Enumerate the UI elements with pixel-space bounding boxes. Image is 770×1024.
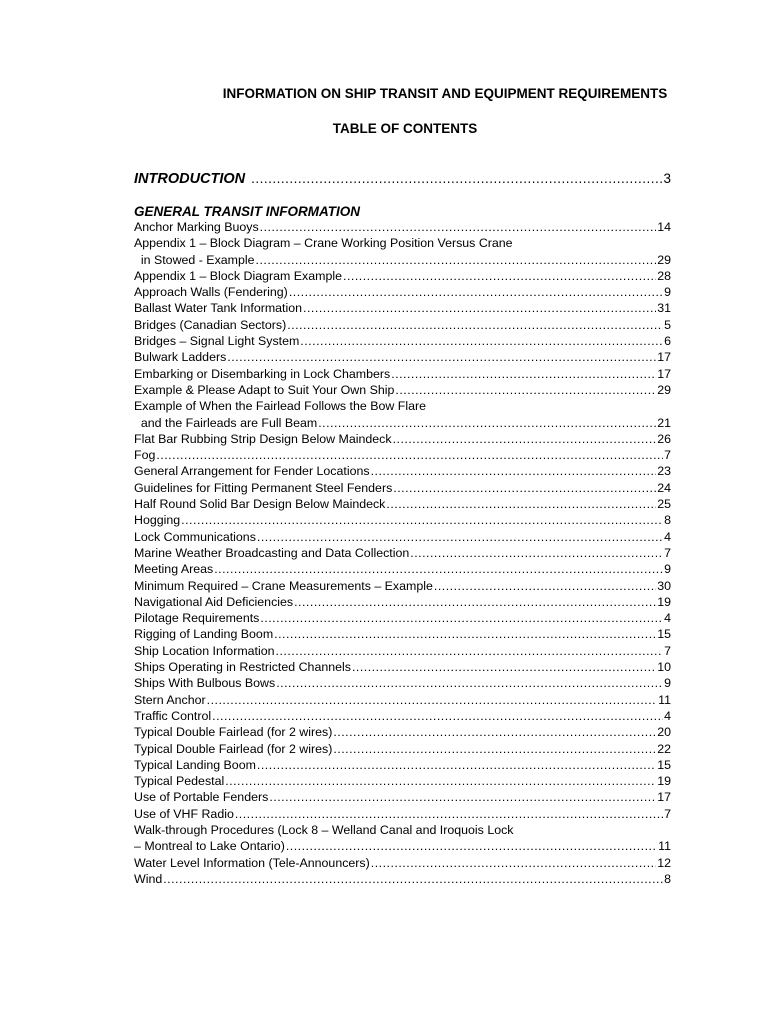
toc-entry-list <box>134 219 671 887</box>
toc-entry[interactable] <box>134 659 671 675</box>
toc-entry-label: Typical Double Fairlead (for 2 wires) <box>134 725 333 740</box>
toc-entry-label: Rigging of Landing Boom <box>134 627 274 642</box>
toc-entry-page: 15 <box>657 627 671 642</box>
toc-entry[interactable] <box>134 871 671 887</box>
dot-leader <box>289 284 663 300</box>
toc-entry-page: 17 <box>657 366 671 381</box>
dot-leader <box>410 545 663 561</box>
dot-leader <box>294 594 656 610</box>
toc-entry-page: 7 <box>664 806 671 821</box>
toc-entry[interactable] <box>134 496 671 512</box>
toc-entry-page: 9 <box>664 562 671 577</box>
toc-entry-label: Ships With Bulbous Bows <box>134 676 276 691</box>
toc-entry-page: 17 <box>657 350 671 365</box>
toc-entry-label-line1: Example of When the Fairlead Follows the Bow Flare <box>134 399 426 414</box>
toc-entry[interactable] <box>134 594 671 610</box>
toc-entry-page: 9 <box>664 676 671 691</box>
toc-entry-page: 26 <box>657 431 671 446</box>
toc-entry-label: Hogging <box>134 513 181 528</box>
toc-heading: TABLE OF CONTENTS <box>332 121 478 136</box>
toc-entry-page: 11 <box>658 839 671 854</box>
toc-entry-page: 8 <box>664 871 671 886</box>
document-title: INFORMATION ON SHIP TRANSIT AND EQUIPMENT REQUIREMENTS <box>222 86 668 101</box>
toc-entry-page: 19 <box>657 594 671 609</box>
toc-entry-page: 21 <box>657 415 671 430</box>
dot-leader <box>434 578 656 594</box>
toc-entry-page: 8 <box>664 513 671 528</box>
dot-leader <box>371 855 656 871</box>
toc-entry-introduction[interactable] <box>134 171 671 187</box>
toc-entry-label: Bridges – Signal Light System <box>134 334 300 349</box>
dot-leader <box>333 724 656 740</box>
toc-entry-label: in Stowed - Example <box>134 252 255 267</box>
dot-leader <box>207 692 657 708</box>
toc-entry[interactable] <box>134 643 671 659</box>
toc-entry[interactable] <box>134 398 671 431</box>
toc-entry[interactable] <box>134 512 671 528</box>
toc-entry[interactable] <box>134 463 671 479</box>
dot-leader <box>156 447 663 463</box>
toc-entry-label: Bulwark Ladders <box>134 350 227 365</box>
toc-entry[interactable] <box>134 219 671 235</box>
toc-entry-label: Minimum Required – Crane Measurements – Example <box>134 578 433 593</box>
dot-leader <box>276 643 664 659</box>
toc-entry-page: 17 <box>657 790 671 805</box>
toc-entry-page: 19 <box>657 774 671 789</box>
dot-leader <box>318 415 656 431</box>
toc-entry-page: 24 <box>657 480 671 495</box>
dot-leader <box>227 349 656 365</box>
toc-entry-page: 3 <box>663 171 671 186</box>
toc-entry-label: and the Fairleads are Full Beam <box>134 415 318 430</box>
toc-entry[interactable] <box>134 300 671 316</box>
toc-entry-label: Stern Anchor <box>134 692 206 707</box>
toc-entry[interactable] <box>134 708 671 724</box>
toc-entry-page: 25 <box>657 497 671 512</box>
toc-entry-label: Embarking or Disembarking in Lock Chambers <box>134 366 391 381</box>
dot-leader <box>371 463 657 479</box>
toc-entry[interactable] <box>134 317 671 333</box>
toc-entry-page: 30 <box>657 578 671 593</box>
toc-entry[interactable] <box>134 235 671 268</box>
dot-leader <box>352 659 656 675</box>
dot-leader <box>333 741 656 757</box>
toc-entry-page: 7 <box>664 643 671 658</box>
toc-entry-page: 11 <box>658 692 671 707</box>
toc-entry[interactable] <box>134 268 671 284</box>
toc-entry-page: 7 <box>664 448 671 463</box>
toc-entry-label: Lock Communications <box>134 529 256 544</box>
toc-entry[interactable] <box>134 806 671 822</box>
toc-entry-page: 5 <box>664 317 671 332</box>
toc-entry[interactable] <box>134 382 671 398</box>
toc-entry-label-line1: Appendix 1 – Block Diagram – Crane Working Position Versus Crane <box>134 236 513 251</box>
toc-entry-label: Bridges (Canadian Sectors) <box>134 317 287 332</box>
toc-entry[interactable] <box>134 675 671 691</box>
toc-entry-page: 4 <box>664 529 671 544</box>
dot-leader <box>287 317 663 333</box>
dot-leader <box>303 300 656 316</box>
toc-entry[interactable] <box>134 578 671 594</box>
toc-entry-page: 10 <box>657 660 671 675</box>
toc-entry-label: Typical Pedestal <box>134 774 225 789</box>
toc-entry-label: Ship Location Information <box>134 643 275 658</box>
toc-entry[interactable] <box>134 724 671 740</box>
section-heading: GENERAL TRANSIT INFORMATION <box>134 204 360 219</box>
toc-entry-label: Marine Weather Broadcasting and Data Collection <box>134 545 410 560</box>
dot-leader <box>181 512 663 528</box>
toc-entry[interactable] <box>134 773 671 789</box>
toc-entry[interactable] <box>134 333 671 349</box>
toc-entry-label: Typical Double Fairlead (for 2 wires) <box>134 741 333 756</box>
toc-entry[interactable] <box>134 545 671 561</box>
toc-entry-label: Meeting Areas <box>134 562 214 577</box>
toc-entry[interactable] <box>134 610 671 626</box>
dot-leader <box>260 610 663 626</box>
dot-leader <box>286 838 657 854</box>
toc-entry[interactable] <box>134 692 671 708</box>
dot-leader <box>257 529 663 545</box>
toc-entry[interactable] <box>134 757 671 773</box>
toc-entry-label: Wind <box>134 871 163 886</box>
toc-entry[interactable] <box>134 529 671 545</box>
toc-entry-page: 31 <box>657 301 671 316</box>
dot-leader <box>386 496 656 512</box>
toc-entry-label: Traffic Control <box>134 708 212 723</box>
toc-entry[interactable] <box>134 284 671 300</box>
toc-entry-page: 7 <box>664 545 671 560</box>
toc-entry-page: 6 <box>664 334 671 349</box>
dot-leader <box>274 626 656 642</box>
toc-entry-page: 29 <box>657 382 671 397</box>
toc-entry-label: Fog <box>134 448 156 463</box>
toc-entry-label: Typical Landing Boom <box>134 757 256 772</box>
toc-entry-label: Water Level Information (Tele-Announcers) <box>134 855 370 870</box>
toc-entry[interactable] <box>134 822 671 855</box>
toc-entry-page: 29 <box>657 252 671 267</box>
toc-entry-label: Pilotage Requirements <box>134 611 260 626</box>
toc-entry-label: Half Round Solid Bar Design Below Maindeck <box>134 497 386 512</box>
toc-entry-page: 23 <box>657 464 671 479</box>
dot-leader <box>395 382 656 398</box>
dot-leader <box>256 252 657 268</box>
toc-entry-label: General Arrangement for Fender Locations <box>134 464 370 479</box>
dot-leader <box>343 268 656 284</box>
dot-leader <box>235 806 663 822</box>
dot-leader <box>300 333 663 349</box>
toc-entry-page: 28 <box>657 268 671 283</box>
toc-entry[interactable] <box>134 480 671 496</box>
dot-leader <box>260 219 657 235</box>
toc-entry[interactable] <box>134 561 671 577</box>
dot-leader <box>393 431 657 447</box>
toc-entry-label: Use of Portable Fenders <box>134 790 269 805</box>
toc-entry-label: Approach Walls (Fendering) <box>134 285 288 300</box>
dot-leader <box>214 561 663 577</box>
dot-leader <box>225 773 656 789</box>
toc-entry-label: Ballast Water Tank Information <box>134 301 303 316</box>
toc-entry[interactable] <box>134 349 671 365</box>
toc-entry-label: – Montreal to Lake Ontario) <box>134 839 285 854</box>
toc-entry[interactable] <box>134 789 671 805</box>
toc-entry-label: Ships Operating in Restricted Channels <box>134 660 351 675</box>
toc-entry-label: Flat Bar Rubbing Strip Design Below Maindeck <box>134 431 392 446</box>
dot-leader <box>212 708 663 724</box>
toc-entry-label: Appendix 1 – Block Diagram Example <box>134 268 342 283</box>
dot-leader <box>257 757 656 773</box>
toc-entry-label: Use of VHF Radio <box>134 806 234 821</box>
toc-entry-page: 22 <box>657 741 671 756</box>
dot-leader <box>251 171 662 186</box>
toc-entry[interactable] <box>134 626 671 642</box>
dot-leader <box>391 366 656 382</box>
toc-entry[interactable] <box>134 366 671 382</box>
toc-entry-page: 20 <box>657 725 671 740</box>
toc-entry-label-line1: Walk-through Procedures (Lock 8 – Welland Canal and Iroquois Lock <box>134 822 514 837</box>
toc-entry-page: 4 <box>664 708 671 723</box>
toc-entry-page: 4 <box>664 611 671 626</box>
toc-entry[interactable] <box>134 741 671 757</box>
toc-entry-label: Example & Please Adapt to Suit Your Own Ship <box>134 382 395 397</box>
toc-entry-label: Navigational Aid Deficiencies <box>134 594 294 609</box>
toc-entry[interactable] <box>134 447 671 463</box>
toc-entry-page: 14 <box>657 220 671 234</box>
toc-entry[interactable] <box>134 431 671 447</box>
toc-entry-label: Anchor Marking Buoys <box>134 220 259 234</box>
dot-leader <box>163 871 663 887</box>
dot-leader <box>269 789 656 805</box>
toc-entry-label: INTRODUCTION <box>134 171 246 187</box>
toc-entry-page: 9 <box>664 285 671 300</box>
dot-leader <box>276 675 663 691</box>
dot-leader <box>393 480 656 496</box>
toc-entry-label: Guidelines for Fitting Permanent Steel Fenders <box>134 480 393 495</box>
toc-entry-page: 15 <box>657 757 671 772</box>
toc-entry-page: 12 <box>657 855 671 870</box>
toc-entry[interactable] <box>134 855 671 871</box>
